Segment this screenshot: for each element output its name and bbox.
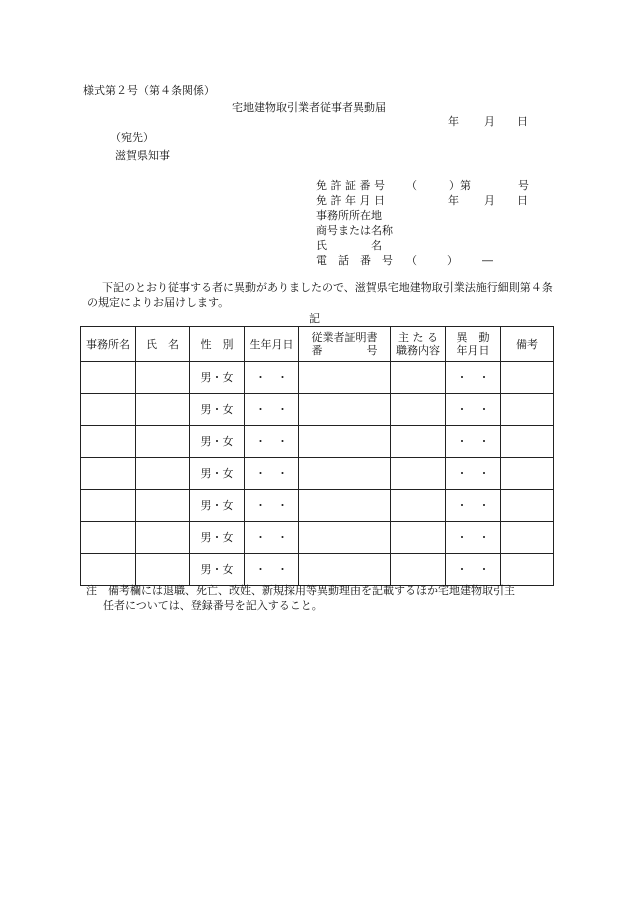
gender-cell[interactable]: 男・女 bbox=[190, 490, 245, 522]
certificate-number-cell[interactable] bbox=[299, 522, 391, 554]
remarks-cell[interactable] bbox=[501, 394, 554, 426]
footnote-line2: 任者については、登録番号を記入すること。 bbox=[103, 599, 323, 612]
office-cell[interactable] bbox=[81, 394, 136, 426]
name-cell[interactable] bbox=[136, 490, 190, 522]
office-cell[interactable] bbox=[81, 458, 136, 490]
change-date-cell[interactable]: ・ ・ bbox=[446, 554, 501, 586]
phone-number-label: 電 話 番 号 bbox=[316, 254, 393, 267]
table-row bbox=[81, 554, 554, 586]
name-cell[interactable] bbox=[136, 394, 190, 426]
certificate-number-cell[interactable] bbox=[299, 426, 391, 458]
name-cell[interactable] bbox=[136, 362, 190, 394]
change-date-cell[interactable]: ・ ・ bbox=[446, 426, 501, 458]
applicant-name-label: 氏 名 bbox=[316, 239, 382, 252]
duties-cell[interactable] bbox=[391, 362, 446, 394]
phone-dash: ― bbox=[482, 254, 493, 267]
header-name: 氏 名 bbox=[136, 327, 190, 362]
license-date-label: 免 許 年 月 日 bbox=[316, 194, 385, 207]
document-title: 宅地建物取引業者従事者異動届 bbox=[232, 101, 386, 114]
duties-cell[interactable] bbox=[391, 522, 446, 554]
office-cell[interactable] bbox=[81, 362, 136, 394]
date-day-label: 日 bbox=[517, 115, 528, 128]
gender-cell[interactable]: 男・女 bbox=[190, 554, 245, 586]
header-gender: 性 別 bbox=[190, 327, 245, 362]
remarks-cell[interactable] bbox=[501, 522, 554, 554]
certificate-number-cell[interactable] bbox=[299, 394, 391, 426]
license-day-label: 日 bbox=[517, 194, 528, 207]
phone-open: （ bbox=[406, 254, 417, 267]
footnote-line1: 注 備考欄には退職、死亡、改姓、新規採用等異動理由を記載するほか宅地建物取引主 bbox=[86, 584, 515, 597]
table-row bbox=[81, 522, 554, 554]
header-remarks: 備考 bbox=[501, 327, 554, 362]
header-certificate-line2: 番 号 bbox=[311, 344, 378, 357]
form-number: 様式第２号（第４条関係） bbox=[83, 84, 215, 97]
gender-cell[interactable]: 男・女 bbox=[190, 458, 245, 490]
license-number-open: （ bbox=[406, 179, 417, 192]
duties-cell[interactable] bbox=[391, 426, 446, 458]
header-change-line1: 異 動 bbox=[456, 331, 490, 344]
name-cell[interactable] bbox=[136, 554, 190, 586]
remarks-cell[interactable] bbox=[501, 362, 554, 394]
office-address-label: 事務所所在地 bbox=[316, 209, 382, 222]
remarks-cell[interactable] bbox=[501, 426, 554, 458]
header-office: 事務所名 bbox=[81, 327, 136, 362]
duties-cell[interactable] bbox=[391, 394, 446, 426]
footnote bbox=[86, 583, 556, 613]
header-duties-line2: 職務内容 bbox=[396, 344, 440, 357]
certificate-number-cell[interactable] bbox=[299, 458, 391, 490]
duties-cell[interactable] bbox=[391, 490, 446, 522]
certificate-number-cell[interactable] bbox=[299, 554, 391, 586]
remarks-cell[interactable] bbox=[501, 490, 554, 522]
license-month-label: 月 bbox=[484, 194, 495, 207]
license-number-suffix: 号 bbox=[518, 179, 529, 192]
phone-close: ） bbox=[447, 254, 458, 267]
addressee-label: （宛先） bbox=[110, 131, 154, 144]
table-row bbox=[81, 362, 554, 394]
date-month-label: 月 bbox=[484, 115, 495, 128]
header-change-date bbox=[446, 327, 501, 362]
duties-cell[interactable] bbox=[391, 458, 446, 490]
birth-date-cell[interactable]: ・ ・ bbox=[245, 362, 299, 394]
duties-cell[interactable] bbox=[391, 554, 446, 586]
birth-date-cell[interactable]: ・ ・ bbox=[245, 490, 299, 522]
table-header-row bbox=[81, 327, 554, 362]
license-number-close: ）第 bbox=[449, 179, 471, 192]
birth-date-cell[interactable]: ・ ・ bbox=[245, 522, 299, 554]
gender-cell[interactable]: 男・女 bbox=[190, 394, 245, 426]
birth-date-cell[interactable]: ・ ・ bbox=[245, 426, 299, 458]
table-row bbox=[81, 490, 554, 522]
name-cell[interactable] bbox=[136, 458, 190, 490]
name-cell[interactable] bbox=[136, 522, 190, 554]
header-certificate-number bbox=[299, 327, 391, 362]
header-duties-line1: 主 た る bbox=[398, 331, 438, 344]
table-row bbox=[81, 426, 554, 458]
change-date-cell[interactable]: ・ ・ bbox=[446, 362, 501, 394]
name-cell[interactable] bbox=[136, 426, 190, 458]
change-date-cell[interactable]: ・ ・ bbox=[446, 490, 501, 522]
change-date-cell[interactable]: ・ ・ bbox=[446, 522, 501, 554]
office-cell[interactable] bbox=[81, 426, 136, 458]
birth-date-cell[interactable]: ・ ・ bbox=[245, 394, 299, 426]
header-birth-date: 生年月日 bbox=[245, 327, 299, 362]
license-number-label: 免 許 証 番 号 bbox=[316, 179, 385, 192]
gender-cell[interactable]: 男・女 bbox=[190, 426, 245, 458]
table-row bbox=[81, 458, 554, 490]
change-date-cell[interactable]: ・ ・ bbox=[446, 458, 501, 490]
office-cell[interactable] bbox=[81, 554, 136, 586]
certificate-number-cell[interactable] bbox=[299, 490, 391, 522]
header-certificate-line1: 従業者証明書 bbox=[311, 331, 378, 344]
change-date-cell[interactable]: ・ ・ bbox=[446, 394, 501, 426]
trade-name-label: 商号または名称 bbox=[316, 224, 393, 237]
date-year-label: 年 bbox=[448, 115, 459, 128]
remarks-cell[interactable] bbox=[501, 458, 554, 490]
office-cell[interactable] bbox=[81, 490, 136, 522]
birth-date-cell[interactable]: ・ ・ bbox=[245, 554, 299, 586]
addressee: 滋賀県知事 bbox=[115, 149, 170, 162]
header-change-line2: 年月日 bbox=[456, 344, 490, 357]
gender-cell[interactable]: 男・女 bbox=[190, 362, 245, 394]
table-row bbox=[81, 394, 554, 426]
remarks-cell[interactable] bbox=[501, 554, 554, 586]
header-main-duties bbox=[391, 327, 446, 362]
notification-text: 下記のとおり従事する者に異動がありましたので、滋賀県宅地建物取引業法施行細則第４条の規定によりお届けします。 bbox=[87, 281, 553, 309]
birth-date-cell[interactable]: ・ ・ bbox=[245, 458, 299, 490]
license-year-label: 年 bbox=[448, 194, 459, 207]
employee-change-table bbox=[80, 326, 554, 586]
certificate-number-cell[interactable] bbox=[299, 362, 391, 394]
gender-cell[interactable]: 男・女 bbox=[190, 522, 245, 554]
ki-heading: 記 bbox=[309, 312, 320, 325]
office-cell[interactable] bbox=[81, 522, 136, 554]
